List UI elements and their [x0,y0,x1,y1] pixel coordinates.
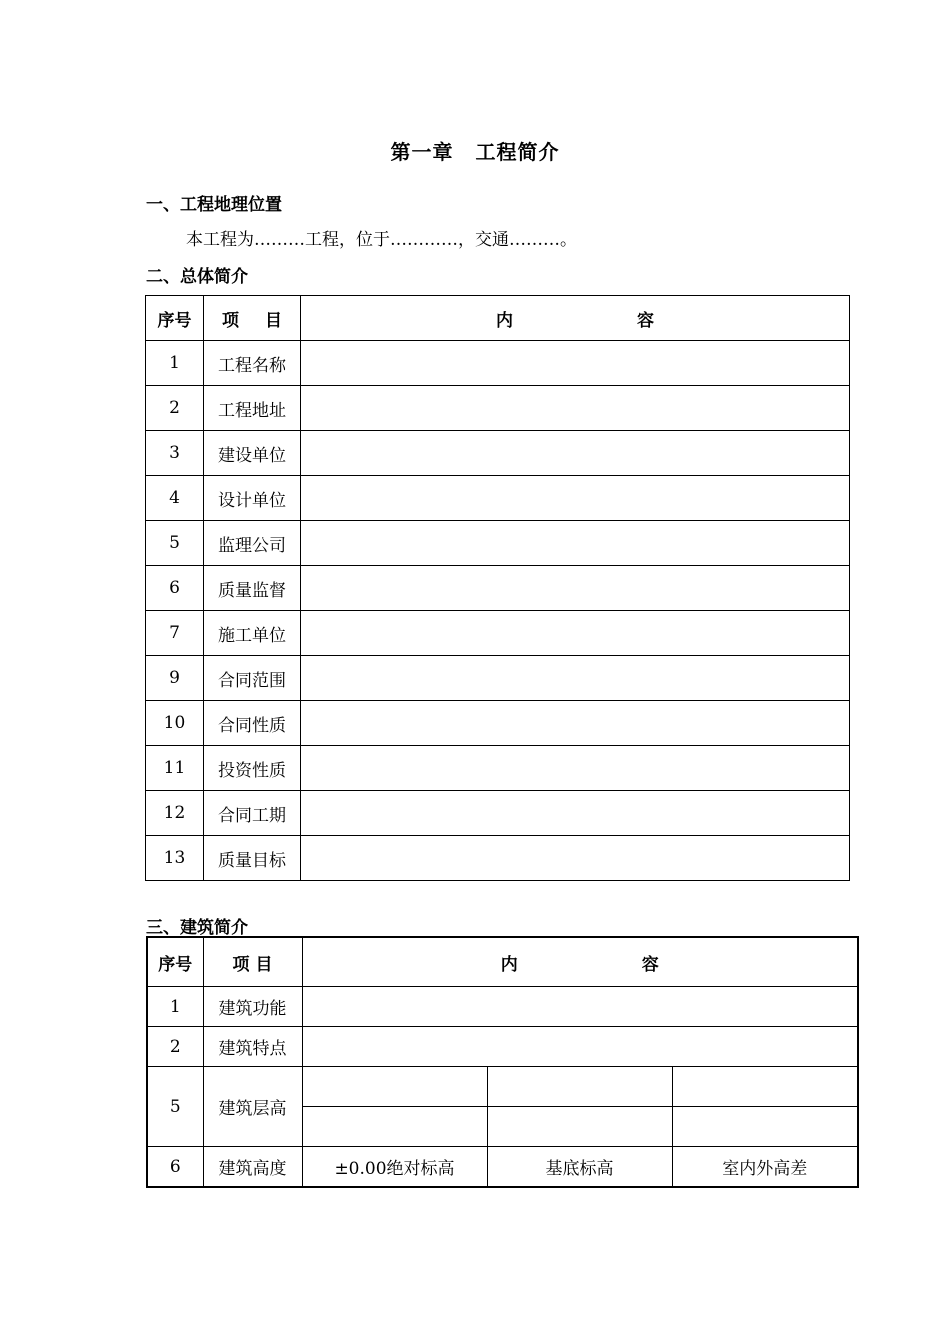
section3-heading: 三、建筑简介 [146,918,248,938]
chapter-name: 工程简介 [475,140,560,164]
table-header-row [147,937,858,987]
row-no: 13 [146,836,204,881]
row-item: 建筑功能 [203,987,302,1027]
row-content[interactable] [301,566,850,611]
row-no: 6 [146,566,204,611]
row-no: 9 [146,656,204,701]
table-row [147,1067,858,1107]
row-item: 质量目标 [204,836,301,881]
section2-heading: 二、总体简介 [146,267,248,287]
row-item: 合同性质 [204,701,301,746]
row-no: 1 [147,987,203,1027]
row-cell[interactable] [672,1067,858,1107]
row-item: 建设单位 [204,431,301,476]
row-content[interactable] [301,476,850,521]
row-cell: 基底标高 [487,1147,672,1188]
table-row [146,431,850,476]
row-content[interactable] [302,987,858,1027]
chapter-number: 第一章 [390,140,454,164]
row-content[interactable] [301,431,850,476]
row-item: 投资性质 [204,746,301,791]
table-row [146,521,850,566]
header-item: 项 目 [204,296,301,341]
row-item: 合同范围 [204,656,301,701]
row-content[interactable] [301,656,850,701]
table-row [146,701,850,746]
header-content: 内 容 [301,296,850,341]
row-content[interactable] [301,341,850,386]
row-item: 监理公司 [204,521,301,566]
row-item: 建筑高度 [203,1147,302,1188]
page-title [0,136,950,165]
header-content: 内 容 [302,937,858,987]
row-no: 10 [146,701,204,746]
row-no: 2 [146,386,204,431]
row-no: 11 [146,746,204,791]
table-row [146,656,850,701]
table-row [146,341,850,386]
table-row [147,1147,858,1188]
row-item: 施工单位 [204,611,301,656]
row-content[interactable] [301,836,850,881]
row-no: 1 [146,341,204,386]
row-content[interactable] [301,521,850,566]
row-no: 3 [146,431,204,476]
row-cell: 室内外高差 [672,1147,858,1188]
row-cell[interactable] [672,1107,858,1147]
row-cell[interactable] [302,1067,487,1107]
row-no: 7 [146,611,204,656]
table-row [146,836,850,881]
overview-table [145,295,850,881]
header-item: 项 目 [203,937,302,987]
table-header-row [146,296,850,341]
row-item: 建筑层高 [203,1067,302,1147]
row-cell[interactable] [302,1107,487,1147]
row-content[interactable] [301,611,850,656]
table-row [147,1027,858,1067]
table-row [146,791,850,836]
row-item: 工程地址 [204,386,301,431]
table-row [146,746,850,791]
row-content[interactable] [302,1027,858,1067]
header-no: 序号 [147,937,203,987]
row-content[interactable] [301,746,850,791]
row-content[interactable] [301,386,850,431]
row-cell[interactable] [487,1067,672,1107]
row-no: 4 [146,476,204,521]
row-item: 建筑特点 [203,1027,302,1067]
table-row [146,476,850,521]
section1-paragraph: 本工程为………工程，位于…………，交通………。 [186,230,577,250]
table-row [146,566,850,611]
row-no: 12 [146,791,204,836]
row-no: 5 [147,1067,203,1147]
row-item: 设计单位 [204,476,301,521]
row-cell[interactable] [487,1107,672,1147]
row-no: 2 [147,1027,203,1067]
row-item: 合同工期 [204,791,301,836]
row-item: 质量监督 [204,566,301,611]
section1-heading: 一、工程地理位置 [146,195,282,215]
row-no: 5 [146,521,204,566]
row-item: 工程名称 [204,341,301,386]
row-cell: ±0.00绝对标高 [302,1147,487,1188]
building-table [146,936,859,1188]
table-row [146,386,850,431]
table-row [147,987,858,1027]
row-content[interactable] [301,791,850,836]
header-no: 序号 [146,296,204,341]
row-no: 6 [147,1147,203,1188]
table-row [146,611,850,656]
row-content[interactable] [301,701,850,746]
